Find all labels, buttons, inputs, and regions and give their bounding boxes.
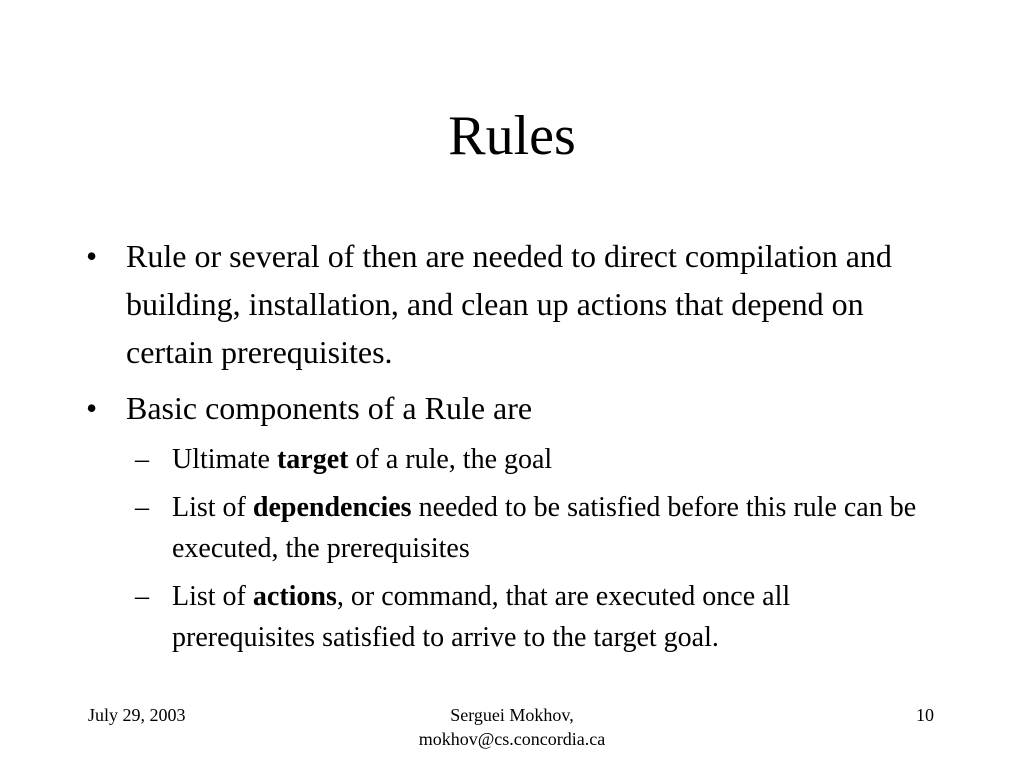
sub-bullet-bold-term: dependencies (252, 492, 412, 523)
slide-title: Rules (448, 105, 576, 167)
footer-author (0, 703, 1024, 751)
sub-bullet-text-before: List of (172, 492, 253, 523)
sub-bullet-item (80, 487, 940, 569)
dash-marker: – (135, 492, 149, 523)
bullet-item (80, 232, 940, 376)
dash-marker: – (135, 444, 149, 475)
bullet-item (80, 384, 940, 432)
sub-bullet-item (80, 576, 940, 658)
sub-bullet-list (80, 439, 940, 658)
sub-bullet-item (80, 439, 940, 480)
bullet-marker: • (86, 238, 98, 274)
sub-bullet-text-after: , or command, that are executed once all prerequisites satisfied to arrive to the target goal. (172, 581, 791, 653)
footer-author-name: Serguei Mokhov, (450, 705, 574, 725)
footer-date: July 29, 2003 (88, 705, 186, 725)
sub-bullet-text-after: of a rule, the goal (348, 444, 553, 475)
sub-bullet-bold-term: actions (252, 581, 337, 612)
footer-author-email: mokhov@cs.concordia.ca (418, 729, 606, 749)
slide-body (80, 232, 940, 658)
sub-bullet-text-before: List of (172, 581, 253, 612)
sub-bullet-text-before: Ultimate (172, 444, 277, 475)
dash-marker: – (135, 581, 149, 612)
sub-bullet-bold-term: target (276, 444, 349, 475)
bullet-marker: • (86, 390, 98, 426)
footer-page-number: 10 (916, 705, 934, 725)
sub-bullet-text-after: needed to be satisfied before this rule can be executed, the prerequisites (172, 492, 917, 564)
bullet-text: Rule or several of then are needed to direct compilation and building, installation, and clean up actions that depend on certain prerequisites. (126, 238, 892, 370)
bullet-text: Basic components of a Rule are (126, 390, 533, 426)
